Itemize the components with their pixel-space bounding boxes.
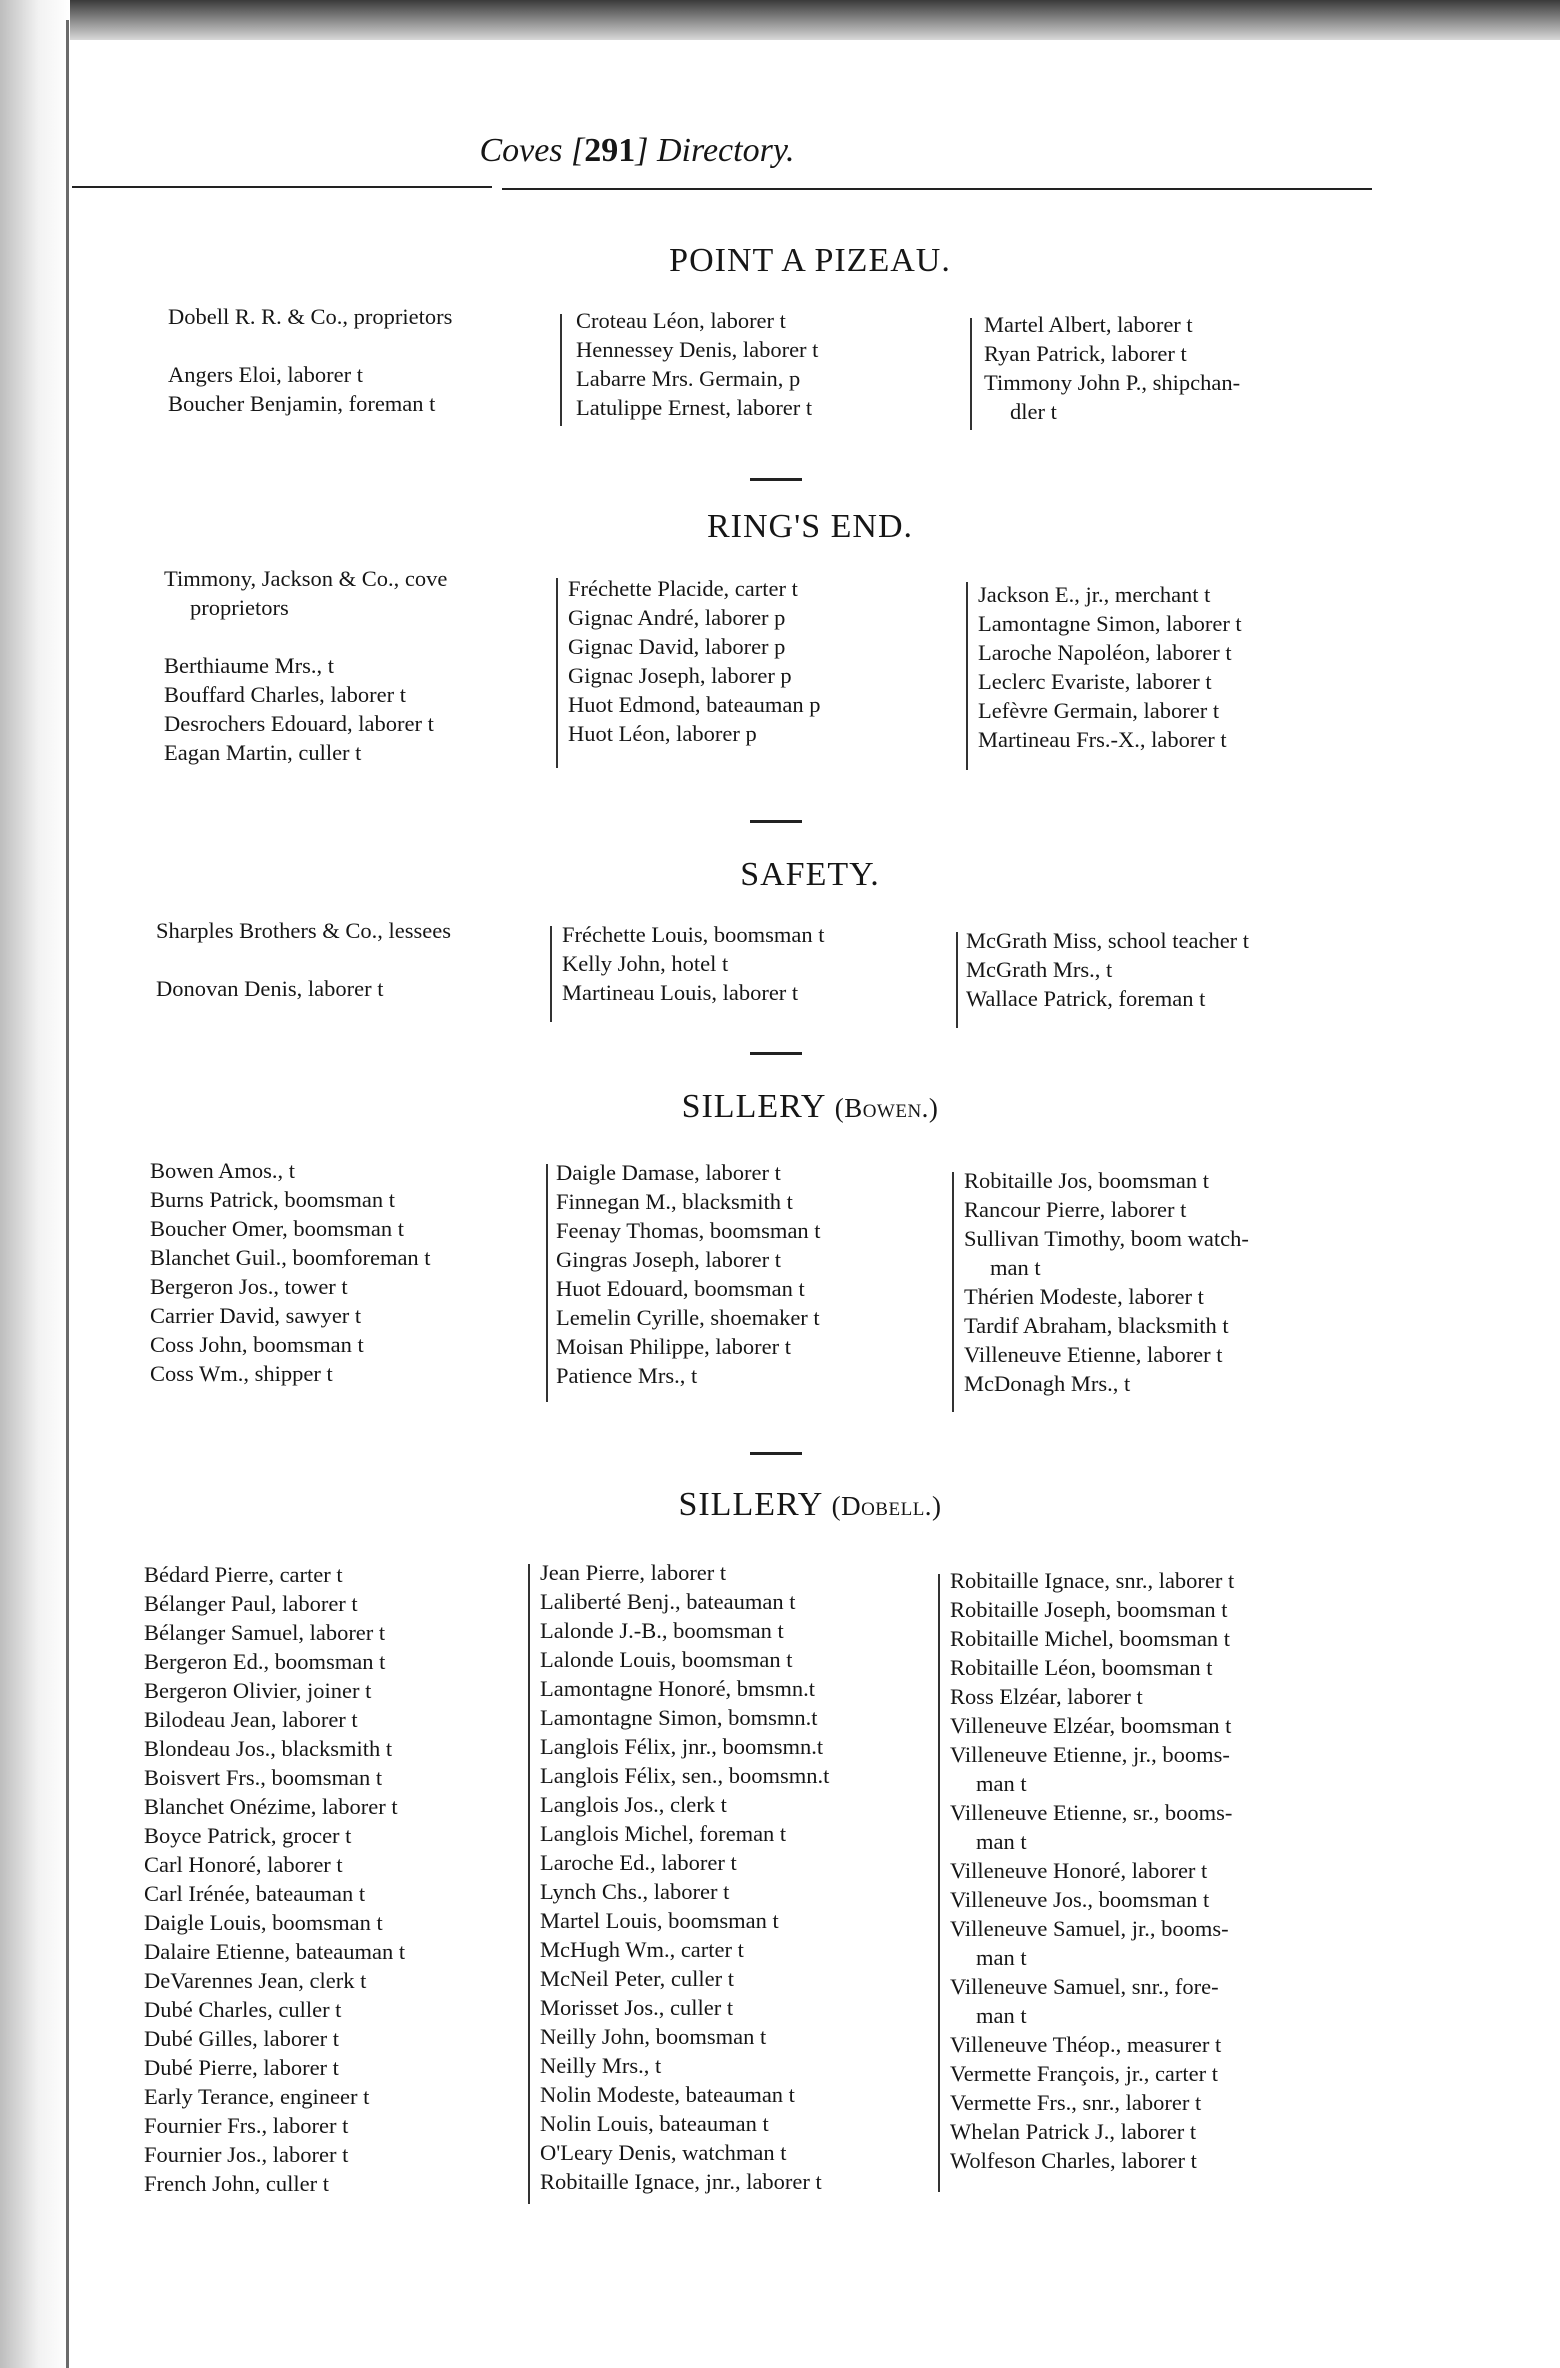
directory-entry: Robitaille Léon, boomsman t	[950, 1655, 1213, 1680]
directory-entry: Daigle Louis, boomsman t	[144, 1910, 383, 1935]
directory-entry: Dubé Charles, culler t	[144, 1997, 342, 2022]
directory-entry: McGrath Miss, school teacher t	[966, 928, 1250, 953]
section-title-text: SAFETY.	[740, 856, 880, 893]
directory-entry: Bélanger Samuel, laborer t	[144, 1620, 386, 1645]
directory-entry-continuation: dler t	[1010, 399, 1057, 424]
directory-entry: Langlois Jos., clerk t	[540, 1792, 727, 1817]
directory-entry: Boucher Benjamin, foreman t	[168, 391, 436, 416]
column-1	[156, 916, 451, 1003]
directory-entry: McHugh Wm., carter t	[540, 1937, 744, 1962]
directory-entry: Desrochers Edouard, laborer t	[164, 711, 434, 736]
directory-entry: Early Terance, engineer t	[144, 2084, 370, 2109]
directory-entry: Hennessey Denis, laborer t	[576, 337, 819, 362]
directory-entry: Lefèvre Germain, laborer t	[978, 698, 1220, 723]
directory-entry: Villeneuve Samuel, jr., booms-	[950, 1916, 1229, 1941]
directory-entry: Robitaille Michel, boomsman t	[950, 1626, 1230, 1651]
directory-entry: DeVarennes Jean, clerk t	[144, 1968, 367, 1993]
section-separator	[750, 1452, 802, 1455]
directory-entry: Langlois Félix, jnr., boomsmn.t	[540, 1734, 824, 1759]
directory-entry: Croteau Léon, laborer t	[576, 308, 786, 333]
directory-entry: Carl Irénée, bateauman t	[144, 1881, 366, 1906]
directory-entry: Kelly John, hotel t	[562, 951, 729, 976]
directory-entry: Jean Pierre, laborer t	[540, 1560, 727, 1585]
running-title-right: ] Directory.	[635, 132, 795, 169]
column-divider	[938, 1574, 940, 2192]
column-divider	[966, 582, 968, 770]
directory-entry: Boisvert Frs., boomsman t	[144, 1765, 383, 1790]
entry-spacer	[168, 331, 452, 360]
directory-entry: Latulippe Ernest, laborer t	[576, 395, 813, 420]
directory-entry-continuation: man t	[976, 1829, 1027, 1854]
directory-entry: Dalaire Etienne, bateauman t	[144, 1939, 406, 1964]
directory-entry: Lamontagne Simon, bomsmn.t	[540, 1705, 818, 1730]
directory-entry: Villeneuve Elzéar, boomsman t	[950, 1713, 1232, 1738]
directory-entry: Martineau Louis, laborer t	[562, 980, 799, 1005]
directory-entry: Coss Wm., shipper t	[150, 1361, 333, 1386]
directory-entry: Martel Louis, boomsman t	[540, 1908, 779, 1933]
section-subtitle: (Bowen.)	[834, 1093, 939, 1123]
directory-entry: Villeneuve Etienne, jr., booms-	[950, 1742, 1230, 1767]
directory-entry: Gignac Joseph, laborer p	[568, 663, 792, 688]
section-separator	[750, 820, 802, 823]
section-separator	[750, 1052, 802, 1055]
page-header	[72, 132, 1372, 192]
directory-entry: Feenay Thomas, boomsman t	[556, 1218, 821, 1243]
directory-entry: Robitaille Ignace, snr., laborer t	[950, 1568, 1235, 1593]
column-1	[164, 564, 447, 767]
column-3	[966, 926, 1249, 1013]
entry-spacer	[164, 622, 447, 651]
column-2	[556, 1158, 821, 1390]
directory-entry: Timmony, Jackson & Co., cove	[164, 566, 448, 591]
column-divider	[528, 1564, 530, 2204]
directory-entry: Lalonde J.-B., boomsman t	[540, 1618, 784, 1643]
directory-entry: Ross Elzéar, laborer t	[950, 1684, 1143, 1709]
column-divider	[546, 1164, 548, 1402]
directory-entry: McNeil Peter, culler t	[540, 1966, 735, 1991]
directory-entry: Sullivan Timothy, boom watch-	[964, 1226, 1249, 1251]
directory-entry: Dubé Gilles, laborer t	[144, 2026, 339, 2051]
directory-entry: Villeneuve Jos., boomsman t	[950, 1887, 1210, 1912]
directory-entry: Langlois Félix, sen., boomsmn.t	[540, 1763, 830, 1788]
directory-entry: Lemelin Cyrille, shoemaker t	[556, 1305, 820, 1330]
directory-entry: Robitaille Joseph, boomsman t	[950, 1597, 1228, 1622]
directory-entry: Villeneuve Etienne, laborer t	[964, 1342, 1223, 1367]
column-1	[150, 1156, 431, 1388]
page-number: 291	[584, 132, 636, 169]
directory-entry: French John, culler t	[144, 2171, 329, 2196]
column-3	[978, 580, 1242, 754]
directory-entry: Whelan Patrick J., laborer t	[950, 2119, 1197, 2144]
directory-entry: Blanchet Onézime, laborer t	[144, 1794, 398, 1819]
directory-entry: Vermette François, jr., carter t	[950, 2061, 1219, 2086]
section-title-text: SILLERY	[678, 1486, 832, 1523]
directory-entry: Patience Mrs., t	[556, 1363, 698, 1388]
directory-entry: Morisset Jos., culler t	[540, 1995, 734, 2020]
header-rule-right	[502, 188, 1372, 190]
directory-entry: Labarre Mrs. Germain, p	[576, 366, 801, 391]
directory-entry: Bergeron Jos., tower t	[150, 1274, 348, 1299]
directory-entry: Nolin Modeste, bateauman t	[540, 2082, 795, 2107]
directory-entry: Jackson E., jr., merchant t	[978, 582, 1211, 607]
directory-entry: Lamontagne Honoré, bmsmn.t	[540, 1676, 815, 1701]
column-2	[562, 920, 824, 1007]
directory-entry: Wolfeson Charles, laborer t	[950, 2148, 1197, 2173]
directory-entry: Thérien Modeste, laborer t	[964, 1284, 1204, 1309]
directory-entry: McGrath Mrs., t	[966, 957, 1113, 982]
directory-entry: Berthiaume Mrs., t	[164, 653, 334, 678]
column-divider	[550, 926, 552, 1022]
directory-entry: Villeneuve Samuel, snr., fore-	[950, 1974, 1219, 1999]
directory-entry: Angers Eloi, laborer t	[168, 362, 363, 387]
directory-entry: Bédard Pierre, carter t	[144, 1562, 343, 1587]
section-subtitle: (Dobell.)	[831, 1491, 942, 1521]
directory-entry: Huot Edouard, boomsman t	[556, 1276, 805, 1301]
directory-entry: Martel Albert, laborer t	[984, 312, 1193, 337]
directory-entry: Coss John, boomsman t	[150, 1332, 364, 1357]
directory-entry-continuation: man t	[976, 1771, 1027, 1796]
directory-entry: Bélanger Paul, laborer t	[144, 1591, 358, 1616]
directory-entry: Sharples Brothers & Co., lessees	[156, 918, 451, 943]
directory-entry: Lamontagne Simon, laborer t	[978, 611, 1242, 636]
directory-entry: Carrier David, sawyer t	[150, 1303, 362, 1328]
directory-entry: Gingras Joseph, laborer t	[556, 1247, 781, 1272]
section-title	[100, 508, 1520, 546]
directory-entry: Leclerc Evariste, laborer t	[978, 669, 1212, 694]
column-3	[964, 1166, 1249, 1398]
directory-entry: Bilodeau Jean, laborer t	[144, 1707, 358, 1732]
directory-entry: Dobell R. R. & Co., proprietors	[168, 304, 453, 329]
directory-entry: Villeneuve Théop., measurer t	[950, 2032, 1222, 2057]
directory-entry: Fréchette Placide, carter t	[568, 576, 798, 601]
directory-entry: Rancour Pierre, laborer t	[964, 1197, 1187, 1222]
page-fold-line	[66, 20, 69, 2368]
directory-entry: Gignac André, laborer p	[568, 605, 786, 630]
directory-entry: Laroche Napoléon, laborer t	[978, 640, 1232, 665]
directory-entry: Daigle Damase, laborer t	[556, 1160, 781, 1185]
section-title	[100, 1486, 1520, 1524]
running-title	[72, 132, 1202, 170]
directory-entry: Fréchette Louis, boomsman t	[562, 922, 825, 947]
directory-entry: Ryan Patrick, laborer t	[984, 341, 1187, 366]
directory-entry: Burns Patrick, boomsman t	[150, 1187, 395, 1212]
directory-entry: Nolin Louis, bateauman t	[540, 2111, 769, 2136]
entry-spacer	[156, 945, 451, 974]
section-title	[100, 856, 1520, 894]
directory-entry: Bouffard Charles, laborer t	[164, 682, 407, 707]
directory-entry: Gignac David, laborer p	[568, 634, 786, 659]
directory-entry-continuation: man t	[990, 1255, 1041, 1280]
directory-entry: Fournier Frs., laborer t	[144, 2113, 349, 2138]
column-divider	[556, 578, 558, 768]
directory-entry: Villeneuve Etienne, sr., booms-	[950, 1800, 1233, 1825]
column-divider	[956, 932, 958, 1028]
column-divider	[952, 1172, 954, 1412]
directory-entry: Huot Edmond, bateauman p	[568, 692, 821, 717]
column-1	[144, 1560, 405, 2198]
column-divider	[560, 314, 562, 426]
directory-entry: Robitaille Jos, boomsman t	[964, 1168, 1209, 1193]
directory-entry: Lynch Chs., laborer t	[540, 1879, 730, 1904]
directory-entry: Villeneuve Honoré, laborer t	[950, 1858, 1208, 1883]
directory-entry: McDonagh Mrs., t	[964, 1371, 1131, 1396]
directory-entry: Vermette Frs., snr., laborer t	[950, 2090, 1202, 2115]
directory-entry: Neilly John, boomsman t	[540, 2024, 767, 2049]
directory-entry: Martineau Frs.-X., laborer t	[978, 727, 1227, 752]
section-title	[100, 242, 1520, 280]
column-2	[576, 306, 818, 422]
directory-entry: Tardif Abraham, blacksmith t	[964, 1313, 1229, 1338]
column-2	[540, 1558, 829, 2196]
directory-entry: Donovan Denis, laborer t	[156, 976, 384, 1001]
directory-entry: Robitaille Ignace, jnr., laborer t	[540, 2169, 822, 2194]
column-2	[568, 574, 820, 748]
scan-shadow-top	[0, 0, 1560, 40]
directory-entry: Langlois Michel, foreman t	[540, 1821, 787, 1846]
section-separator	[750, 478, 802, 481]
column-divider	[970, 318, 972, 430]
directory-entry: Blondeau Jos., blacksmith t	[144, 1736, 393, 1761]
running-title-left: Coves [	[479, 132, 585, 169]
directory-entry: Bergeron Ed., boomsman t	[144, 1649, 386, 1674]
directory-entry: Finnegan M., blacksmith t	[556, 1189, 793, 1214]
directory-entry: Laroche Ed., laborer t	[540, 1850, 737, 1875]
directory-entry: O'Leary Denis, watchman t	[540, 2140, 787, 2165]
directory-entry: Timmony John P., shipchan-	[984, 370, 1241, 395]
scan-shadow-left	[0, 0, 70, 2368]
directory-entry: Bowen Amos., t	[150, 1158, 296, 1183]
section-title-text: POINT A PIZEAU.	[669, 242, 951, 279]
column-1	[168, 302, 452, 418]
directory-entry-continuation: man t	[976, 2003, 1027, 2028]
directory-entry: Moisan Philippe, laborer t	[556, 1334, 791, 1359]
directory-entry: Blanchet Guil., boomforeman t	[150, 1245, 431, 1270]
directory-entry: Fournier Jos., laborer t	[144, 2142, 349, 2167]
section-title-text: RING'S END.	[706, 508, 914, 545]
section-title-text: SILLERY	[681, 1088, 835, 1125]
directory-entry-continuation: man t	[976, 1945, 1027, 1970]
directory-entry: Dubé Pierre, laborer t	[144, 2055, 339, 2080]
directory-entry: Laliberté Benj., bateauman t	[540, 1589, 796, 1614]
directory-entry-continuation: proprietors	[190, 595, 289, 620]
column-3	[984, 310, 1240, 426]
directory-entry: Boucher Omer, boomsman t	[150, 1216, 405, 1241]
header-rule-left	[72, 186, 492, 188]
directory-entry: Bergeron Olivier, joiner t	[144, 1678, 372, 1703]
section-title	[100, 1088, 1520, 1126]
directory-entry: Wallace Patrick, foreman t	[966, 986, 1206, 1011]
directory-entry: Boyce Patrick, grocer t	[144, 1823, 352, 1848]
directory-entry: Huot Léon, laborer p	[568, 721, 757, 746]
directory-entry: Lalonde Louis, boomsman t	[540, 1647, 793, 1672]
directory-entry: Neilly Mrs., t	[540, 2053, 662, 2078]
directory-entry: Eagan Martin, culler t	[164, 740, 362, 765]
directory-entry: Carl Honoré, laborer t	[144, 1852, 343, 1877]
column-3	[950, 1566, 1234, 2175]
